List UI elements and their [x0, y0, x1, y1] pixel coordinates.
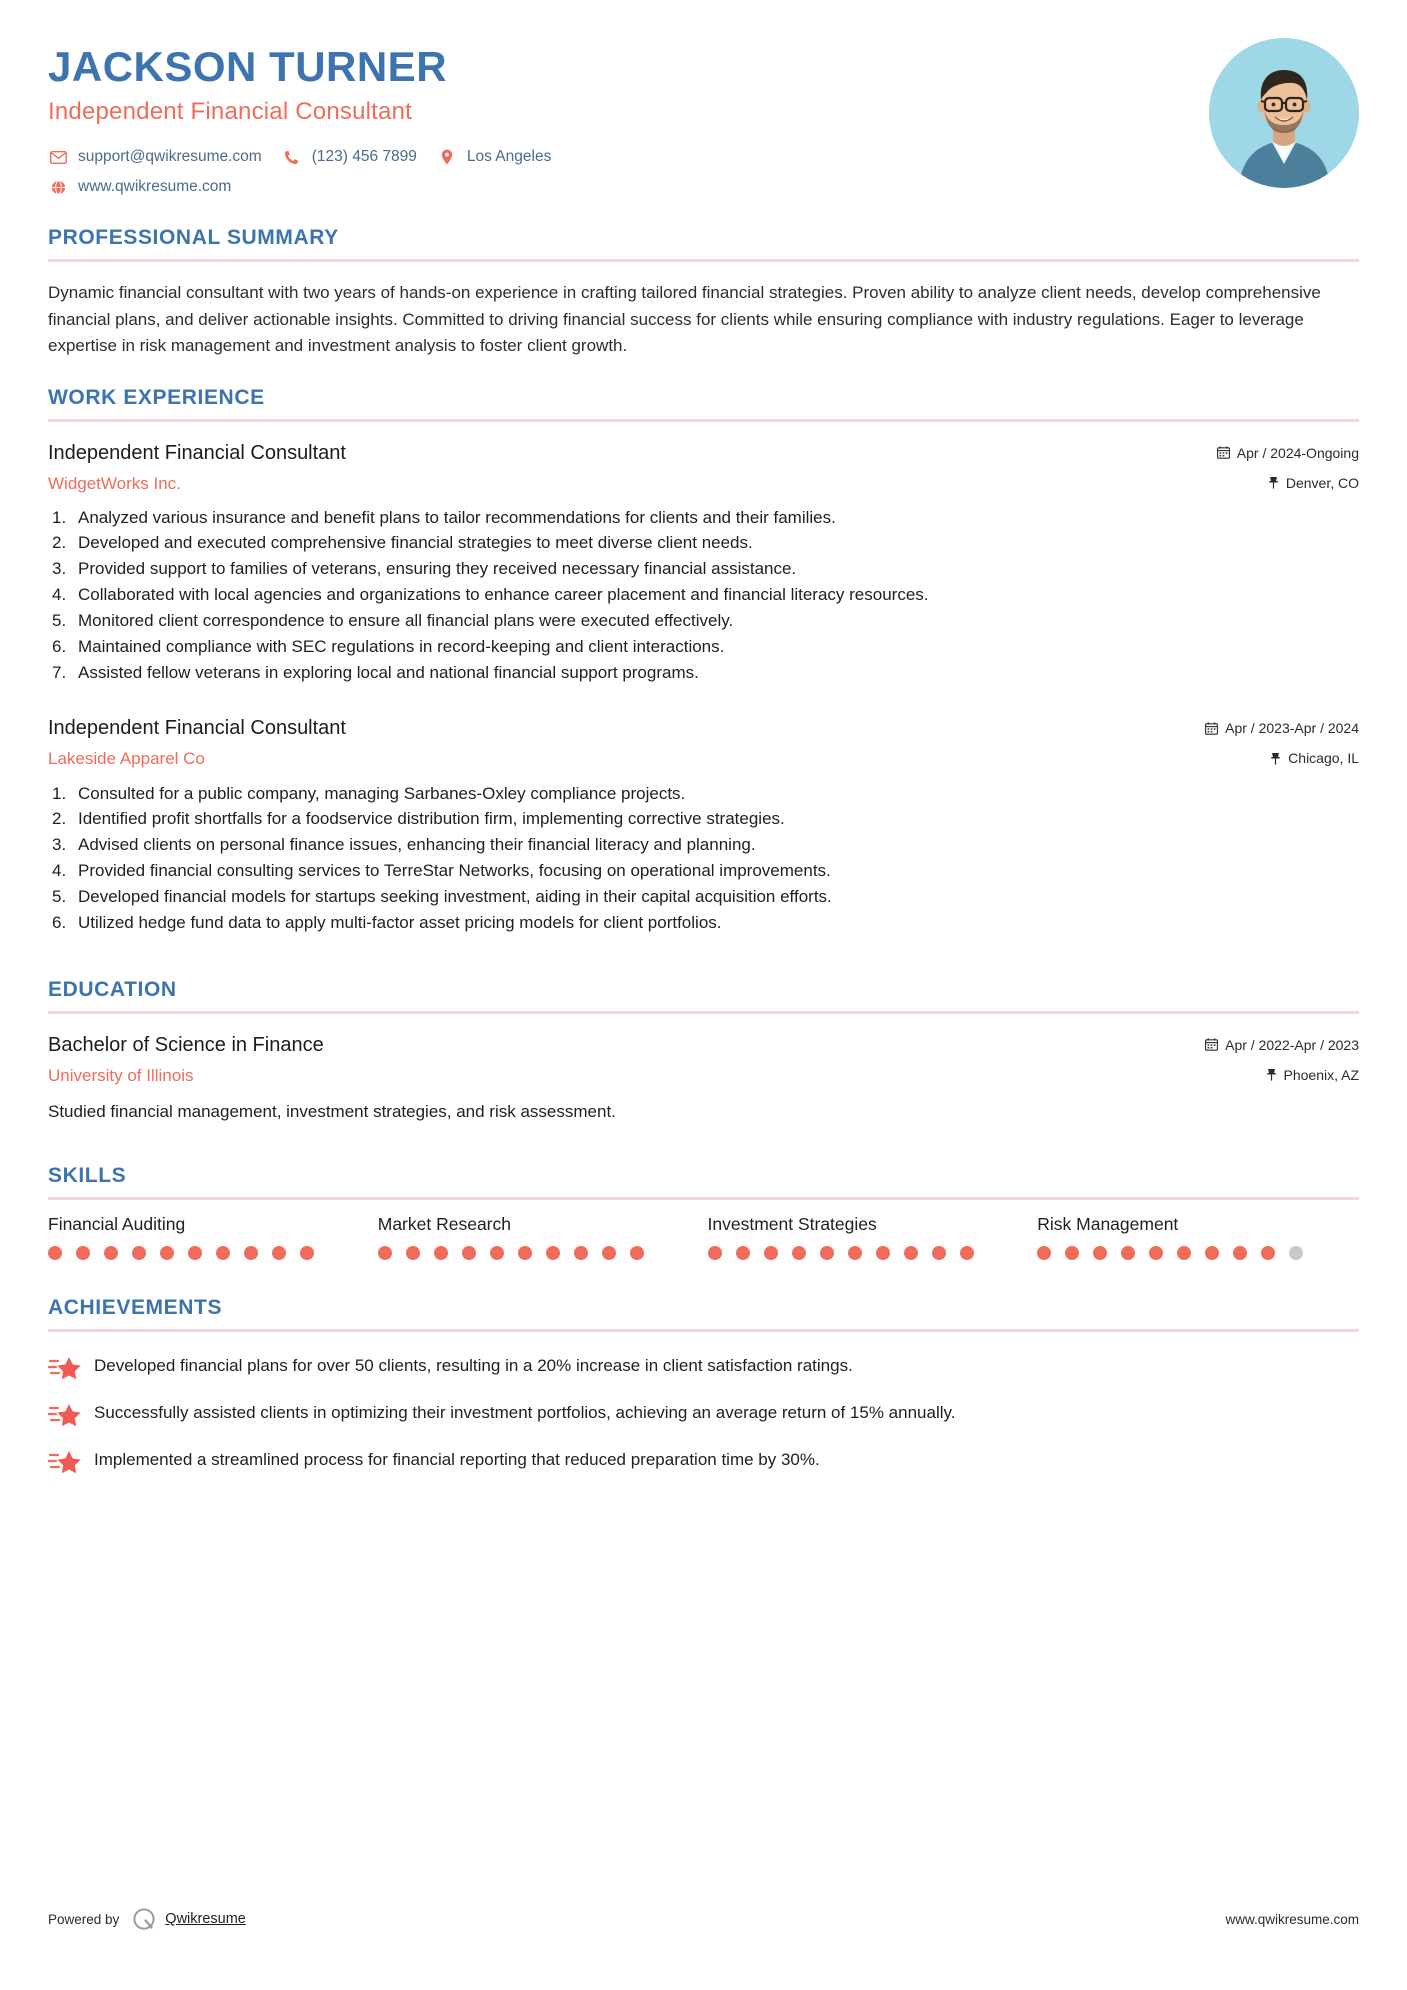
skill-dot-filled [1177, 1246, 1191, 1260]
star-burst-icon [48, 1402, 82, 1428]
work-location [1169, 475, 1359, 491]
calendar-icon [1205, 722, 1218, 735]
education-school: University of Illinois [48, 1065, 194, 1085]
education-location [1169, 1067, 1359, 1083]
skill-dot-filled [518, 1246, 532, 1260]
footer-website-url[interactable]: www.qwikresume.com [1225, 1911, 1359, 1927]
qwikresume-brand-link[interactable]: Qwikresume [165, 1911, 246, 1927]
avatar [1209, 38, 1359, 188]
skill-dot-filled [1065, 1246, 1079, 1260]
work-bullet-list [48, 505, 1359, 686]
work-date-text: Apr / 2023-Apr / 2024 [1225, 720, 1359, 737]
globe-icon [48, 179, 68, 195]
skill-dot-filled [792, 1246, 806, 1260]
work-bullet: Developed and executed comprehensive financial strategies to meet diverse client needs. [78, 533, 753, 553]
map-pin-icon [1270, 752, 1281, 765]
work-location [1169, 750, 1359, 766]
work-entry [48, 440, 1359, 686]
skill-dot-empty [1289, 1246, 1303, 1260]
work-bullet: Provided financial consulting services to TerreStar Networks, focusing on operational improvements. [78, 861, 831, 881]
skill-dot-filled [272, 1246, 286, 1260]
calendar-icon [1205, 1038, 1218, 1051]
contact-location [437, 148, 551, 166]
work-bullet: Assisted fellow veterans in exploring local and national financial support programs. [78, 662, 699, 682]
skill-rating [48, 1246, 370, 1260]
work-bullet: Consulted for a public company, managing Sarbanes-Oxley compliance projects. [78, 783, 686, 803]
skill-dot-filled [160, 1246, 174, 1260]
star-burst-icon [48, 1449, 82, 1475]
candidate-name: JACKSON TURNER [48, 43, 448, 90]
skill-dot-filled [216, 1246, 230, 1260]
section-divider [48, 1011, 1359, 1014]
skill-dot-filled [1121, 1246, 1135, 1260]
skill-dot-filled [462, 1246, 476, 1260]
skill-dot-filled [848, 1246, 862, 1260]
calendar-icon [1217, 446, 1230, 459]
skill-label: Market Research [377, 1214, 511, 1235]
section-title-summary: PROFESSIONAL SUMMARY [48, 226, 339, 249]
skill-dot-filled [876, 1246, 890, 1260]
education-date-text: Apr / 2022-Apr / 2023 [1225, 1036, 1359, 1053]
skill-rating [708, 1246, 1030, 1260]
section-skills [48, 1164, 1359, 1260]
section-title-work: WORK EXPERIENCE [48, 385, 265, 409]
skill-dot-filled [76, 1246, 90, 1260]
work-bullet: Monitored client correspondence to ensure all financial plans were executed effectively. [78, 610, 734, 630]
skill-dot-filled [244, 1246, 258, 1260]
section-divider [48, 419, 1359, 422]
skill-dot-filled [960, 1246, 974, 1260]
skill-dot-filled [1261, 1246, 1275, 1260]
contact-email[interactable] [48, 148, 262, 166]
candidate-job-title: Independent Financial Consultant [48, 98, 412, 126]
email-icon [48, 149, 68, 165]
section-achievements [48, 1296, 1359, 1475]
contact-location-text: Los Angeles [466, 148, 552, 166]
skill-rating [1037, 1246, 1359, 1260]
education-date [1169, 1037, 1359, 1053]
skill-dot-filled [378, 1246, 392, 1260]
work-bullet: Utilized hedge fund data to apply multi-factor asset pricing models for client portfolios. [78, 912, 722, 932]
work-bullet: Identified profit shortfalls for a foodservice distribution firm, implementing corrective strategies. [78, 809, 785, 829]
skill-dot-filled [406, 1246, 420, 1260]
skill-item [378, 1214, 700, 1260]
work-bullet: Provided support to families of veterans, ensuring they received necessary financial assistance. [78, 559, 797, 579]
work-bullet-list [48, 781, 1359, 936]
summary-text: Dynamic financial consultant with two years of hands-on experience in crafting tailored financial strategies. Proven ability to analyze client needs, develop comprehensive financial plans, and deliver actionable insights. Committed to driving financial success for clients while ensuring compliance with industry regulations. Eager to leverage expertise in risk management and investment analysis to foster client growth. [48, 283, 1321, 356]
location-pin-icon [437, 149, 457, 165]
contact-phone[interactable] [282, 148, 417, 166]
work-bullet: Analyzed various insurance and benefit plans to tailor recommendations for clients and their families. [78, 507, 836, 527]
skill-dot-filled [1093, 1246, 1107, 1260]
skill-dot-filled [602, 1246, 616, 1260]
skill-dot-filled [574, 1246, 588, 1260]
section-title-achievements: ACHIEVEMENTS [48, 1296, 223, 1320]
skill-dot-filled [300, 1246, 314, 1260]
skill-label: Risk Management [1037, 1214, 1179, 1235]
skill-label: Investment Strategies [707, 1214, 877, 1235]
contact-row-primary [48, 148, 1359, 166]
section-title-skills: SKILLS [48, 1164, 127, 1188]
work-date [1169, 445, 1359, 461]
section-work-experience [48, 386, 1359, 936]
powered-by-label: Powered by [48, 1911, 120, 1927]
work-company: WidgetWorks Inc. [48, 473, 181, 493]
education-description: Studied financial management, investment strategies, and risk assessment. [48, 1101, 616, 1121]
profile-photo-illustration [1209, 38, 1359, 188]
qwikresume-logo-icon [131, 1906, 157, 1932]
skill-dot-filled [1037, 1246, 1051, 1260]
achievement-item [48, 1401, 1359, 1428]
section-divider [48, 259, 1359, 262]
phone-icon [282, 149, 302, 165]
education-entry [48, 1032, 1359, 1125]
resume-header [48, 0, 1359, 200]
education-degree: Bachelor of Science in Finance [48, 1033, 324, 1056]
skill-rating [378, 1246, 700, 1260]
work-company: Lakeside Apparel Co [48, 749, 205, 769]
work-date-text: Apr / 2024-Ongoing [1236, 444, 1359, 461]
skill-dot-filled [490, 1246, 504, 1260]
work-date [1169, 720, 1359, 736]
skill-dot-filled [630, 1246, 644, 1260]
education-location-text: Phoenix, AZ [1283, 1066, 1359, 1083]
work-role: Independent Financial Consultant [48, 717, 346, 740]
skill-item [48, 1214, 370, 1260]
section-divider [48, 1329, 1359, 1332]
skill-dot-filled [48, 1246, 62, 1260]
map-pin-icon [1268, 476, 1279, 489]
achievement-item [48, 1354, 1359, 1381]
work-bullet: Advised clients on personal finance issues, enhancing their financial literacy and planning. [78, 835, 756, 855]
skill-dot-filled [434, 1246, 448, 1260]
map-pin-icon [1266, 1068, 1277, 1081]
skill-dot-filled [1233, 1246, 1247, 1260]
skill-dot-filled [904, 1246, 918, 1260]
skills-grid [48, 1214, 1359, 1260]
work-location-text: Denver, CO [1285, 474, 1359, 491]
contact-row-secondary [48, 178, 1359, 196]
skill-dot-filled [1205, 1246, 1219, 1260]
section-title-education: EDUCATION [48, 977, 177, 1001]
skill-dot-filled [820, 1246, 834, 1260]
work-location-text: Chicago, IL [1288, 750, 1359, 767]
achievement-text: Developed financial plans for over 50 clients, resulting in a 20% increase in client satisfaction ratings. [94, 1356, 853, 1376]
section-professional-summary [48, 226, 1359, 360]
star-burst-icon [48, 1355, 82, 1381]
skill-dot-filled [764, 1246, 778, 1260]
skill-dot-filled [104, 1246, 118, 1260]
contact-email-text: support@qwikresume.com [78, 148, 262, 166]
skill-dot-filled [546, 1246, 560, 1260]
contact-phone-text: (123) 456 7899 [311, 148, 417, 166]
contact-website[interactable] [48, 178, 231, 196]
section-divider [48, 1197, 1359, 1200]
skill-item [1037, 1214, 1359, 1260]
skill-label: Financial Auditing [48, 1214, 186, 1235]
work-bullet: Developed financial models for startups seeking investment, aiding in their capital acquisition efforts. [78, 886, 832, 906]
contact-website-text: www.qwikresume.com [78, 178, 232, 196]
work-bullet: Maintained compliance with SEC regulations in record-keeping and client interactions. [78, 636, 725, 656]
skill-dot-filled [736, 1246, 750, 1260]
skill-dot-filled [708, 1246, 722, 1260]
skill-dot-filled [132, 1246, 146, 1260]
achievement-item [48, 1448, 1359, 1475]
work-entry [48, 715, 1359, 935]
page-footer [48, 1906, 1359, 1932]
contact-info [48, 148, 1359, 196]
skill-dot-filled [1149, 1246, 1163, 1260]
achievement-text: Implemented a streamlined process for financial reporting that reduced preparation time by 30%. [94, 1450, 820, 1470]
achievement-text: Successfully assisted clients in optimizing their investment portfolios, achieving an average return of 15% annually. [94, 1403, 956, 1423]
work-role: Independent Financial Consultant [48, 441, 346, 464]
skill-item [708, 1214, 1030, 1260]
section-education [48, 978, 1359, 1125]
skill-dot-filled [188, 1246, 202, 1260]
skill-dot-filled [932, 1246, 946, 1260]
work-bullet: Collaborated with local agencies and organizations to enhance career placement and financial literacy resources. [78, 585, 929, 605]
